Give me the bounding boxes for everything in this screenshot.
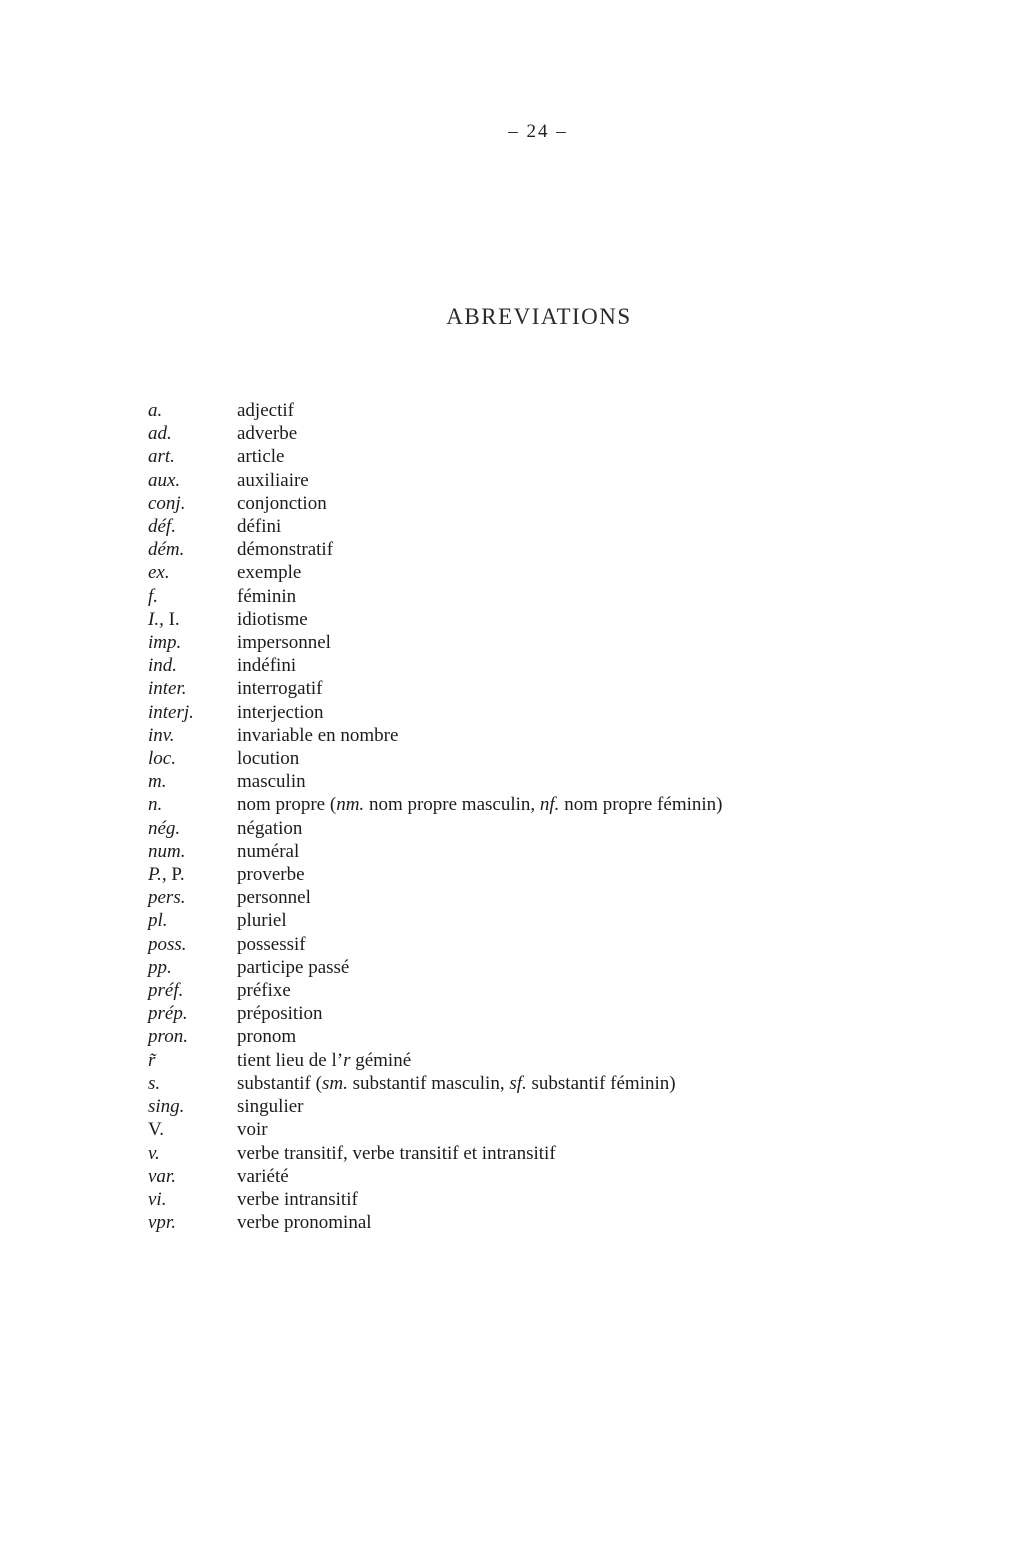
abbreviation-row <box>148 1095 994 1118</box>
abbreviation-term: f. <box>148 585 159 607</box>
abbreviation-term: pron. <box>148 1026 188 1048</box>
abbreviation-row <box>148 1188 994 1211</box>
abbreviation-term: ad. <box>148 423 172 445</box>
abbreviation-row <box>148 585 994 608</box>
abbreviation-term: art. <box>148 446 175 468</box>
abbreviation-term: nég. <box>148 817 181 839</box>
abbreviation-definition: nom propre (nm. nom propre masculin, nf. nom propre féminin) <box>237 794 723 816</box>
abbreviation-definition: conjonction <box>237 492 327 514</box>
abbreviation-definition: idiotisme <box>237 608 308 630</box>
abbreviation-term: dém. <box>148 539 185 561</box>
abbreviation-row <box>148 933 994 956</box>
abbreviation-row <box>148 979 994 1002</box>
abbreviation-term: interj. <box>148 701 194 723</box>
abbreviation-row <box>148 492 994 515</box>
abbreviation-row <box>148 515 994 538</box>
abbreviation-definition: numéral <box>237 840 300 862</box>
abbreviation-definition: défini <box>237 516 282 538</box>
abbreviation-row <box>148 469 994 492</box>
abbreviation-term: r̃ <box>148 1049 156 1071</box>
abbreviation-row <box>148 909 994 932</box>
abbreviation-row <box>148 1072 994 1095</box>
abbreviation-definition: interrogatif <box>237 678 323 700</box>
abbreviation-definition: auxiliaire <box>237 469 309 491</box>
abbreviation-term: déf. <box>148 516 176 538</box>
abbreviation-definition: pluriel <box>237 910 287 932</box>
abbreviation-row <box>148 793 994 816</box>
abbreviation-row <box>148 747 994 770</box>
abbreviation-definition: indéfini <box>237 655 297 677</box>
abbreviation-row <box>148 608 994 631</box>
abbreviation-row <box>148 770 994 793</box>
abbreviation-term: v. <box>148 1142 160 1164</box>
abbreviation-row <box>148 956 994 979</box>
abbreviation-term: pp. <box>148 956 172 978</box>
abbreviation-row <box>148 817 994 840</box>
abbreviation-definition: adjectif <box>237 400 294 421</box>
abbreviation-definition: négation <box>237 817 303 839</box>
abbreviation-row <box>148 724 994 747</box>
abbreviation-term: prép. <box>148 1003 188 1025</box>
abbreviation-list <box>148 399 994 1234</box>
abbreviation-row <box>148 1002 994 1025</box>
abbreviation-term: sing. <box>148 1096 185 1118</box>
abbreviation-term: conj. <box>148 492 186 514</box>
abbreviation-row <box>148 422 994 445</box>
abbreviation-definition: impersonnel <box>237 632 331 654</box>
abbreviation-term: n. <box>148 794 163 816</box>
page-number: – 24 – <box>508 121 568 142</box>
abbreviation-term: imp. <box>148 632 182 654</box>
abbreviation-term: m. <box>148 771 167 793</box>
abbreviation-row <box>148 538 994 561</box>
abbreviation-definition: pronom <box>237 1026 297 1048</box>
abbreviation-row <box>148 631 994 654</box>
abbreviation-definition: voir <box>237 1119 268 1141</box>
abbreviation-row <box>148 1142 994 1165</box>
abbreviation-definition: possessif <box>237 933 306 955</box>
abbreviation-definition: démonstratif <box>237 539 334 561</box>
abbreviation-term: P., P. <box>148 864 185 886</box>
abbreviation-definition: préfixe <box>237 980 291 1002</box>
abbreviation-term: pl. <box>148 910 168 932</box>
abbreviation-row <box>148 840 994 863</box>
abbreviation-term: vi. <box>148 1188 167 1210</box>
abbreviation-definition: personnel <box>237 887 311 909</box>
abbreviation-definition: verbe transitif, verbe transitif et intransitif <box>237 1142 556 1164</box>
abbreviation-definition: singulier <box>237 1096 304 1118</box>
abbreviation-row <box>148 561 994 584</box>
abbreviation-term: loc. <box>148 748 176 770</box>
page-title: ABREVIATIONS <box>446 304 632 329</box>
abbreviation-term: V. <box>148 1119 165 1141</box>
abbreviation-row <box>148 654 994 677</box>
abbreviation-term: a. <box>148 400 163 421</box>
abbreviation-term: s. <box>148 1072 161 1094</box>
abbreviation-definition: tient lieu de l’r géminé <box>237 1049 412 1071</box>
abbreviation-term: inter. <box>148 678 187 700</box>
abbreviation-definition: masculin <box>237 771 306 793</box>
abbreviation-term: inv. <box>148 724 175 746</box>
abbreviation-term: préf. <box>148 980 184 1002</box>
abbreviation-row <box>148 1025 994 1048</box>
abbreviation-term: aux. <box>148 469 181 491</box>
abbreviation-row <box>148 677 994 700</box>
abbreviation-term: pers. <box>148 887 186 909</box>
abbreviation-row <box>148 445 994 468</box>
abbreviation-definition: préposition <box>237 1003 323 1025</box>
abbreviation-definition: exemple <box>237 562 302 584</box>
abbreviation-row <box>148 399 994 422</box>
abbreviation-row <box>148 1211 994 1234</box>
abbreviation-definition: variété <box>237 1165 289 1187</box>
abbreviation-term: vpr. <box>148 1212 176 1234</box>
abbreviation-term: num. <box>148 840 186 862</box>
abbreviation-row <box>148 886 994 909</box>
abbreviation-term: ex. <box>148 562 170 584</box>
abbreviation-row <box>148 701 994 724</box>
abbreviation-definition: article <box>237 446 285 468</box>
abbreviation-row <box>148 1118 994 1141</box>
abbreviation-term: I., I. <box>148 608 180 630</box>
abbreviation-definition: locution <box>237 748 300 770</box>
abbreviation-term: var. <box>148 1165 176 1187</box>
abbreviation-row <box>148 1049 994 1072</box>
abbreviation-definition: participe passé <box>237 956 350 978</box>
abbreviation-definition: verbe pronominal <box>237 1212 372 1234</box>
abbreviation-definition: adverbe <box>237 423 298 445</box>
abbreviation-definition: verbe intransitif <box>237 1188 358 1210</box>
abbreviation-row <box>148 1165 994 1188</box>
abbreviation-definition: invariable en nombre <box>237 724 399 746</box>
abbreviation-term: ind. <box>148 655 178 677</box>
abbreviation-definition: proverbe <box>237 864 305 886</box>
abbreviation-term: poss. <box>148 933 187 955</box>
abbreviation-definition: féminin <box>237 585 297 607</box>
abbreviation-definition: substantif (sm. substantif masculin, sf. substantif féminin) <box>237 1072 676 1094</box>
abbreviation-definition: interjection <box>237 701 324 723</box>
abbreviation-row <box>148 863 994 886</box>
